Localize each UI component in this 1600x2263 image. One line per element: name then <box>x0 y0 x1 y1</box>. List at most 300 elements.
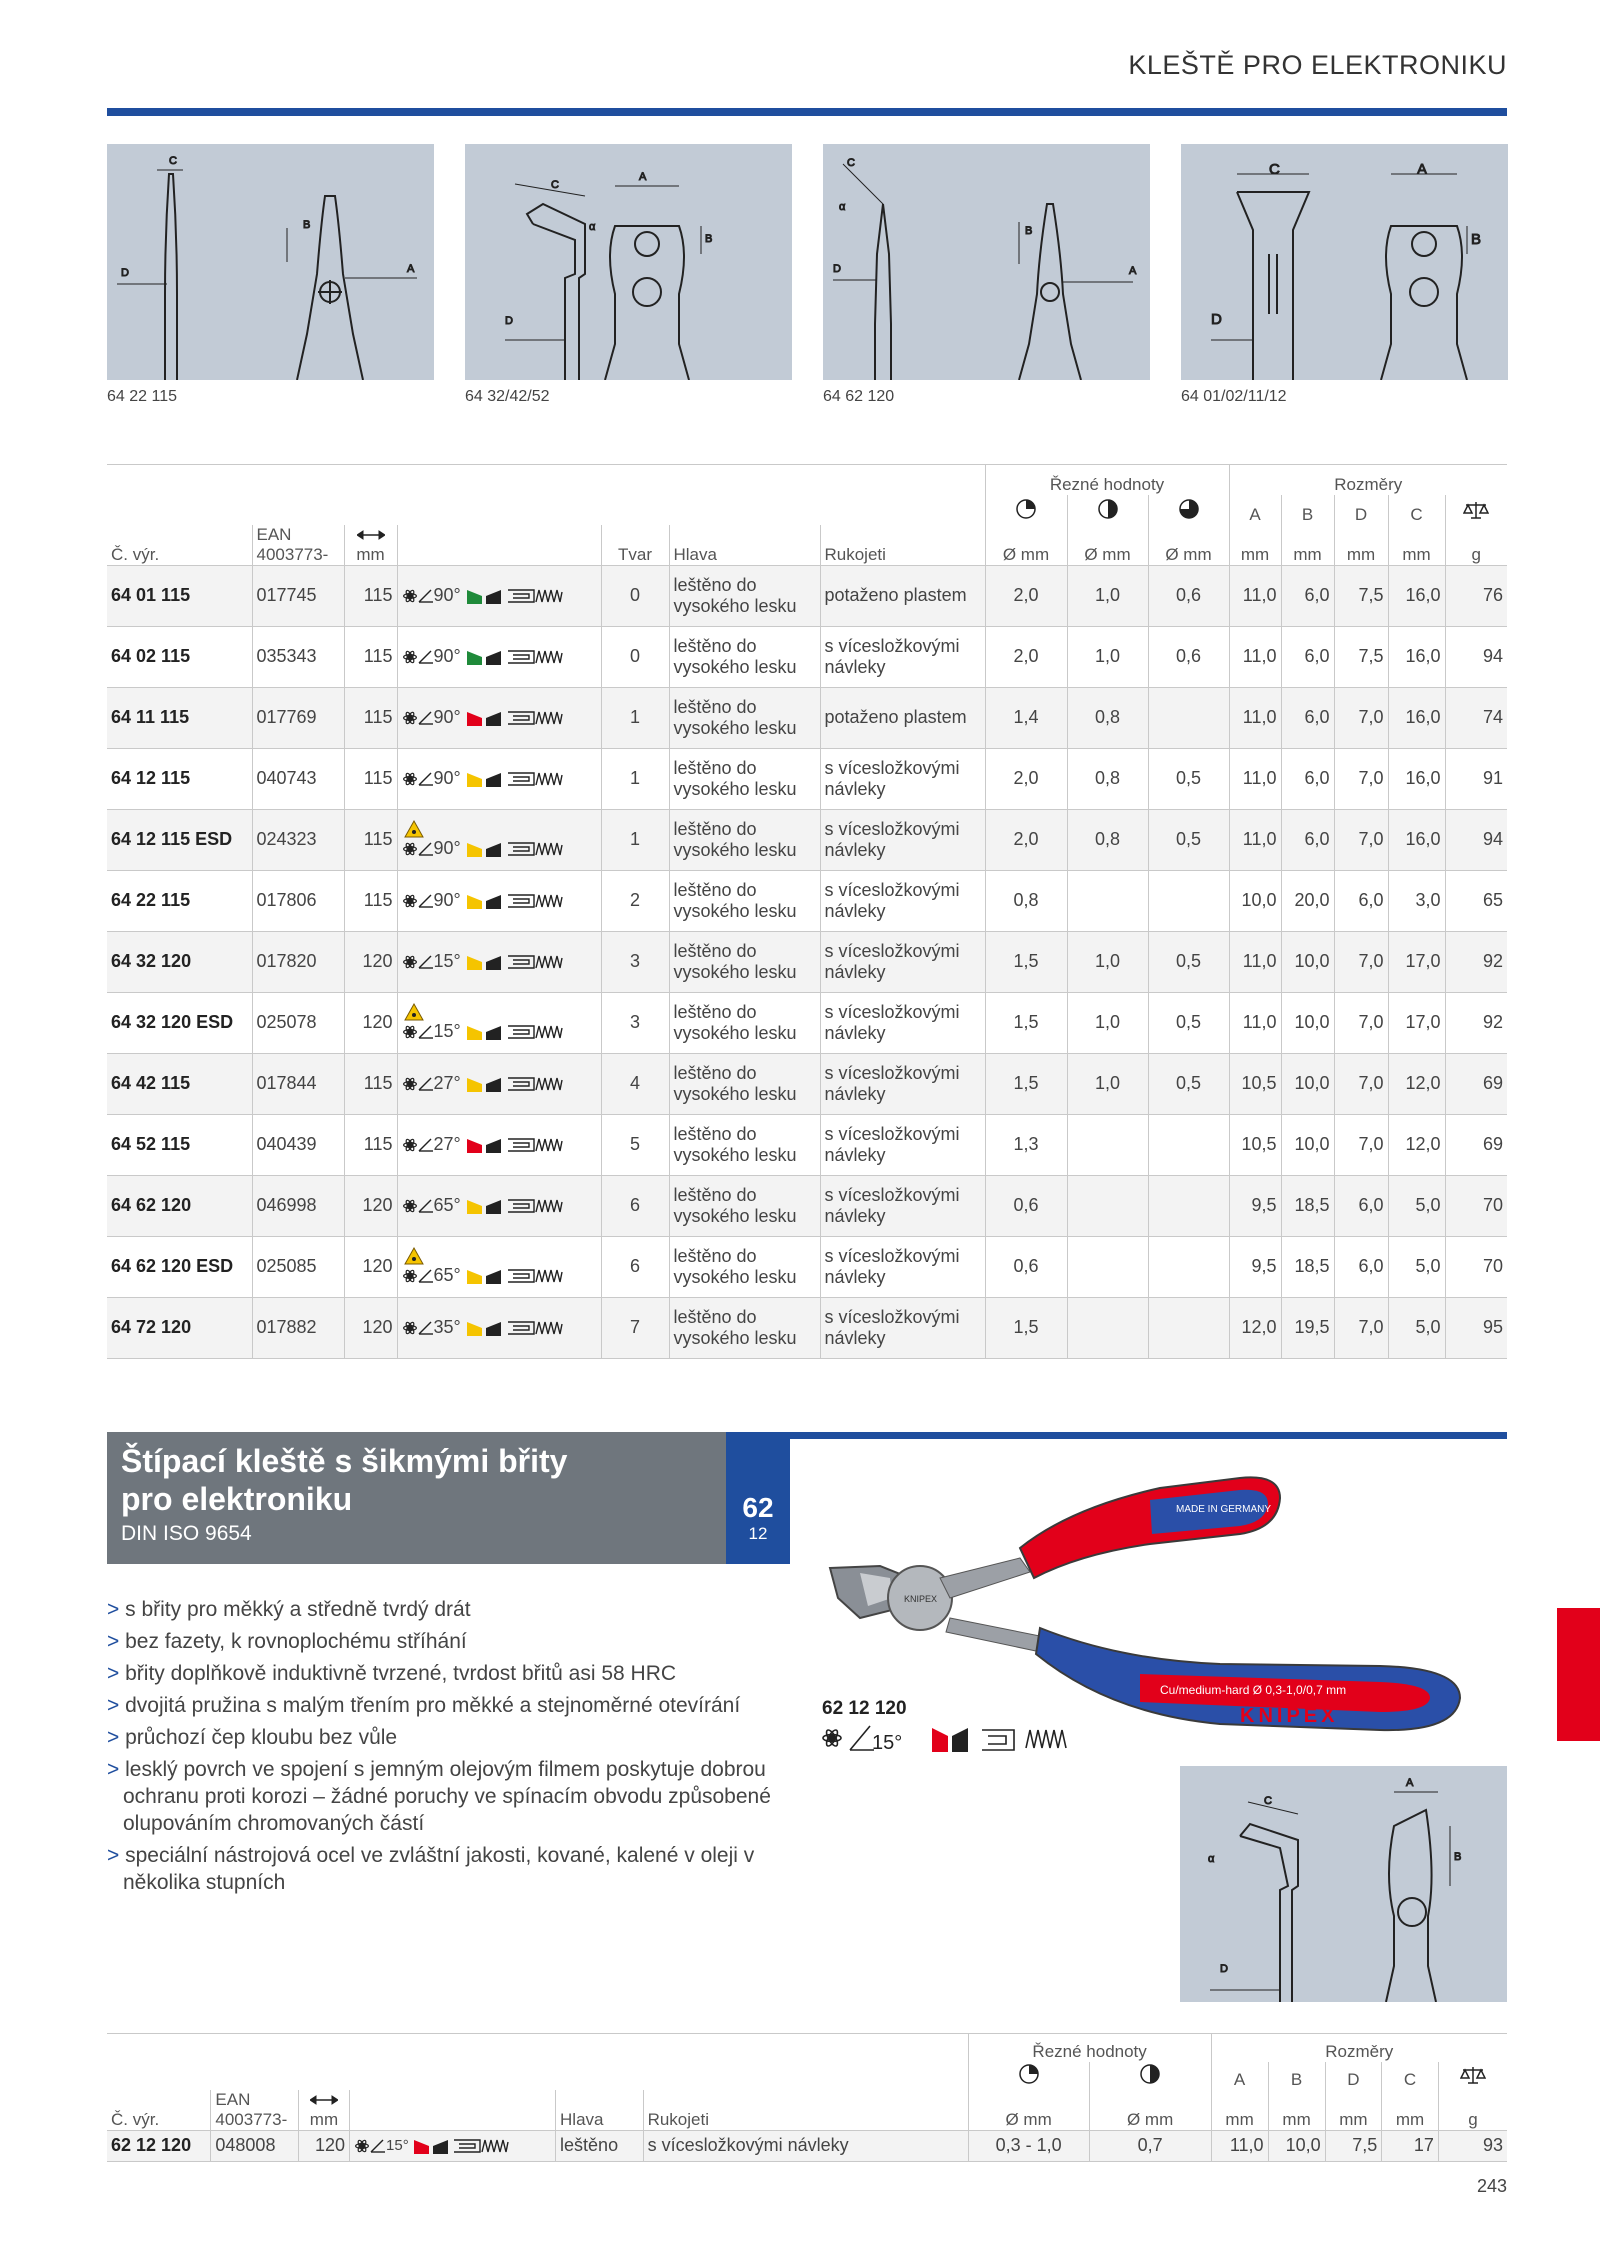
cell-head: leštěno do vysokého lesku <box>669 565 820 626</box>
cell-ean: 017769 <box>252 687 344 748</box>
cell-dim-c: 17,0 <box>1388 931 1445 992</box>
cell-cut-medium: 1,0 <box>1067 931 1148 992</box>
svg-text:C: C <box>847 157 855 169</box>
atom-icon <box>402 1076 418 1092</box>
group-dimensions: Rozměry <box>1229 465 1507 495</box>
cell-weight: 94 <box>1482 646 1503 666</box>
svg-text:B: B <box>1454 1851 1462 1863</box>
cell-cut-hard <box>1148 1236 1229 1297</box>
cell-length: 115 <box>344 687 397 748</box>
section-number: 62 <box>742 1492 774 1523</box>
grip-icon <box>535 710 563 726</box>
atom-icon <box>402 1320 418 1336</box>
cell-dim-b: 18,5 <box>1281 1236 1334 1297</box>
bullet-arrow-icon: > <box>107 1662 126 1685</box>
cut-soft-icon <box>968 2062 1089 2090</box>
svg-text:D: D <box>1220 1963 1228 1975</box>
cell-head: leštěno do vysokého lesku <box>669 931 820 992</box>
angle-value: 65° <box>433 1195 461 1215</box>
cell-art: 64 32 120 ESD <box>107 992 252 1053</box>
spring-icon <box>507 1198 535 1214</box>
cell-dim-c: 5,0 <box>1388 1297 1445 1358</box>
col-ean: EAN 4003773- <box>252 525 344 566</box>
cell-symbols <box>397 1297 601 1358</box>
cell-dim-b: 6,0 <box>1281 565 1334 626</box>
cell-symbols <box>397 1175 601 1236</box>
svg-text:A: A <box>407 263 415 275</box>
cell-handles: s vícesložkovými návleky <box>820 748 985 809</box>
table-row <box>107 992 1507 1053</box>
cell-head: leštěno do vysokého lesku <box>669 1114 820 1175</box>
grip-icon <box>535 649 563 665</box>
cell-dim-c: 5,0 <box>1388 1175 1445 1236</box>
cell-symbols <box>397 870 601 931</box>
angle-icon <box>418 1025 434 1039</box>
table-row <box>107 1053 1507 1114</box>
cell-cut-medium: 1,0 <box>1067 626 1148 687</box>
cell-head: leštěno do vysokého lesku <box>669 870 820 931</box>
cell-dim-a: 10,0 <box>1229 870 1281 931</box>
cell-handles: s vícesložkovými návleky <box>820 809 985 870</box>
esd-icon <box>404 1247 424 1265</box>
cell-cut-hard <box>1148 870 1229 931</box>
cell-handles: s vícesložkovými návleky <box>820 992 985 1053</box>
grip-icon <box>1026 1730 1066 1748</box>
cell-symbols <box>397 931 601 992</box>
svg-text:A: A <box>1406 1777 1414 1789</box>
cell-shape: 1 <box>601 748 669 809</box>
product-angle: 15° <box>872 1732 903 1754</box>
atom-icon <box>402 893 418 909</box>
cell-shape: 0 <box>601 565 669 626</box>
cell-dim-a: 10,5 <box>1229 1053 1281 1114</box>
atom-icon <box>402 1268 418 1284</box>
cell-dim-b: 10,0 <box>1281 1053 1334 1114</box>
head-shape-icon <box>466 1137 502 1153</box>
angle-icon <box>418 894 434 908</box>
grip-icon <box>535 893 563 909</box>
cell-symbols <box>397 1236 601 1297</box>
page-number: 243 <box>1476 2176 1507 2196</box>
cell-cut-medium: 1,0 <box>1067 565 1148 626</box>
section-number-box <box>726 1432 790 1564</box>
cell-shape: 5 <box>601 1114 669 1175</box>
cell-cut-hard: 0,5 <box>1148 809 1229 870</box>
cell-symbols <box>397 992 601 1053</box>
section-title-line2: pro elektroniku <box>121 1481 353 1517</box>
diagram-caption: 64 01/02/11/12 <box>1181 388 1287 405</box>
cell-cut-soft: 2,0 <box>985 748 1067 809</box>
table-row <box>107 565 1507 626</box>
cell-cut-medium <box>1067 1114 1148 1175</box>
cell-cut-medium <box>1067 870 1148 931</box>
cell-shape: 6 <box>601 1175 669 1236</box>
atom-icon <box>402 841 418 857</box>
diagram-caption: 64 22 115 <box>107 388 177 405</box>
head-shape-icon <box>466 710 502 726</box>
cell-cut-soft: 0,6 <box>985 1236 1067 1297</box>
diagram-62-12-120 <box>1180 1766 1507 2002</box>
head-shape-icon <box>466 1076 502 1092</box>
grip-icon <box>535 1076 563 1092</box>
cell-symbols <box>397 687 601 748</box>
cell-length: 120 <box>344 931 397 992</box>
angle-value: 90° <box>433 646 461 666</box>
table-row: 62 12 120 048008 120 15° leštěno s vícesložkovými návleky 0,3 - 1,0 0,7 11,0 10,0 7,5 17 93 <box>107 2130 1507 2161</box>
cell-dim-c: 16,0 <box>1388 565 1445 626</box>
cell-dim-b: 20,0 <box>1281 870 1334 931</box>
brand-print: KNIPEX <box>1240 1705 1339 1727</box>
cell-weight: 76 <box>1482 585 1503 605</box>
cell-dim-d: 7,5 <box>1334 626 1388 687</box>
cell-weight: 94 <box>1482 829 1503 849</box>
length-arrow-icon <box>357 530 385 540</box>
cell-cut-medium: 1,0 <box>1067 1053 1148 1114</box>
cell-handles: s vícesložkovými návleky <box>820 931 985 992</box>
atom-icon <box>402 588 418 604</box>
spring-icon <box>507 954 535 970</box>
cell-dim-a: 10,5 <box>1229 1114 1281 1175</box>
angle-icon <box>418 1077 434 1091</box>
col-shape: Tvar <box>601 525 669 566</box>
atom-icon <box>402 771 418 787</box>
head-brand-print: KNIPEX <box>904 1594 938 1604</box>
svg-text:D: D <box>1211 311 1222 328</box>
spring-icon <box>507 1024 535 1040</box>
angle-icon <box>418 1269 434 1283</box>
cell-dim-b: 10,0 <box>1281 931 1334 992</box>
table-row <box>107 1236 1507 1297</box>
svg-text:B: B <box>1471 231 1482 248</box>
col-length: mm <box>344 525 397 566</box>
weight-icon <box>1438 2062 1507 2090</box>
svg-text:C: C <box>1264 1795 1272 1807</box>
cell-weight: 65 <box>1482 890 1503 910</box>
cut-hard-icon <box>1148 495 1229 525</box>
cell-cut-soft: 0,8 <box>985 870 1067 931</box>
cell-weight: 91 <box>1482 768 1503 788</box>
cell-length: 120 <box>344 1297 397 1358</box>
cell-cut-medium <box>1067 1175 1148 1236</box>
cell-dim-a: 12,0 <box>1229 1297 1281 1358</box>
pliers-illustration <box>820 1448 1500 1738</box>
cell-shape: 7 <box>601 1297 669 1358</box>
head-shape-icon <box>466 649 502 665</box>
cell-cut-hard <box>1148 1297 1229 1358</box>
length-arrow-icon <box>310 2095 338 2105</box>
plier-diagram-flush <box>1181 144 1508 380</box>
cell-shape: 2 <box>601 870 669 931</box>
plier-diagram-pointed <box>107 144 434 380</box>
cell-dim-d: 7,0 <box>1334 1053 1388 1114</box>
cell-weight: 70 <box>1482 1256 1503 1276</box>
grip-icon <box>481 2138 509 2154</box>
atom-icon <box>354 2138 370 2154</box>
cell-symbols <box>397 1114 601 1175</box>
col-article: Č. výr. <box>107 525 252 566</box>
cell-dim-b: 19,5 <box>1281 1297 1334 1358</box>
spring-icon <box>982 1730 1014 1750</box>
cell-length: 115 <box>344 565 397 626</box>
svg-text:D: D <box>121 267 129 279</box>
cell-cut-soft: 0,6 <box>985 1175 1067 1236</box>
cell-ean: 017745 <box>252 565 344 626</box>
product-table-64: Řezné hodnoty Rozměry A B D C Č. výr. EAN 4003773- mm Tvar Hlava Rukojeti Ø mm Ø mm Ø mm mm mm mm mm g 64 01 115 017745 115 90° 0 leštěno do vysokého lesku potaženo plastem 2,0 1,0 0,6 11,0 6,0 7,5 16,0 76 64 02 115 035343 115 90° 0 leštěno do vysokého lesku s vícesložkovými návleky 2,0 1,0 0,6 11,0 6,0 7,5 16,0 94 64 11 115 017769 115 90° 1 leštěno do vysokého lesku potaženo plastem 1,4 0,8 11,0 6,0 7,0 16,0 74 64 12 115 040743 115 90° 1 leštěno do vysokého lesku s vícesložkovými návleky 2,0 0,8 0,5 11,0 6,0 7,0 16,0 91 64 12 115 ESD 024323 115 90° 1 leštěno do vysokého lesku s vícesložkovými návleky 2,0 0,8 0,5 11,0 6,0 7,0 16,0 94 64 22 115 017806 115 90° 2 leštěno do vysokého lesku s vícesložkovými návleky 0,8 10,0 20,0 6,0 3,0 65 64 32 120 017820 120 15° 3 leštěno do vysokého lesku s vícesložkovými návleky 1,5 1,0 0,5 11,0 10,0 7,0 17,0 92 64 32 120 ESD 025078 120 15° 3 leštěno do vysokého lesku s vícesložkovými návleky 1,5 1,0 0,5 11,0 10,0 7,0 17,0 92 64 42 115 017844 115 27° 4 leštěno do vysokého lesku s vícesložkovými návleky 1,5 1,0 0,5 10,5 10,0 7,0 12,0 69 64 52 115 040439 115 27° 5 leštěno do vysokého lesku s vícesložkovými návleky 1,3 10,5 10,0 7,0 12,0 69 64 62 120 046998 120 65° 6 leštěno do vysokého lesku s vícesložkovými návleky 0,6 9,5 18,5 6,0 5,0 70 64 62 120 ESD 025085 120 65° 6 leštěno do vysokého lesku s vícesložkovými návleky 0,6 9,5 18,5 6,0 5,0 70 64 72 120 017882 120 35° 7 leštěno do vysokého lesku s vícesložkovými návleky 1,5 12,0 19,5 7,0 5,0 95 <box>107 464 1507 1359</box>
atom-icon <box>402 1198 418 1214</box>
svg-text:A: A <box>1417 161 1428 178</box>
bullet-arrow-icon: > <box>107 1726 126 1749</box>
grip-icon <box>535 954 563 970</box>
atom-icon <box>402 1024 418 1040</box>
svg-text:α: α <box>1208 1853 1215 1865</box>
product-photo <box>820 1448 1500 1738</box>
cut-soft-icon <box>985 495 1067 525</box>
cell-art: 64 62 120 <box>107 1175 252 1236</box>
cell-dim-d: 7,0 <box>1334 748 1388 809</box>
head-shape-icon <box>466 954 502 970</box>
esd-icon <box>404 820 424 838</box>
spring-icon <box>507 1137 535 1153</box>
cell-length: 120 <box>344 1175 397 1236</box>
angle-icon <box>418 1199 434 1213</box>
table-row <box>107 748 1507 809</box>
svg-text:C: C <box>169 155 177 167</box>
table-row <box>107 931 1507 992</box>
angle-value: 90° <box>433 890 461 910</box>
angle-icon <box>418 772 434 786</box>
cell-dim-c: 16,0 <box>1388 687 1445 748</box>
cell-length: 115 <box>344 748 397 809</box>
head-shape-icon <box>466 771 502 787</box>
head-shape-icon <box>466 588 502 604</box>
cell-dim-d: 7,5 <box>1334 565 1388 626</box>
cell-art: 64 42 115 <box>107 1053 252 1114</box>
cell-art: 64 02 115 <box>107 626 252 687</box>
section-standard: DIN ISO 9654 <box>121 1522 252 1545</box>
cell-handles: s vícesložkovými návleky <box>820 1114 985 1175</box>
cell-cut-hard <box>1148 1114 1229 1175</box>
svg-text:A: A <box>1129 265 1137 277</box>
cell-dim-d: 7,0 <box>1334 809 1388 870</box>
table-row <box>107 1175 1507 1236</box>
cell-dim-d: 7,0 <box>1334 1297 1388 1358</box>
cell-cut-hard: 0,5 <box>1148 992 1229 1053</box>
cell-shape: 1 <box>601 809 669 870</box>
group-cutting-values: Řezné hodnoty <box>968 2034 1211 2062</box>
cell-cut-medium <box>1067 1236 1148 1297</box>
bullet-arrow-icon: > <box>107 1598 126 1621</box>
spring-icon <box>507 1320 535 1336</box>
plier-diagram-angled <box>465 144 792 380</box>
handle-model-print: 62 12 120 <box>1150 1466 1208 1481</box>
bullet-arrow-icon: > <box>107 1694 126 1717</box>
cell-handles: s vícesložkovými návleky <box>820 626 985 687</box>
symbols <box>350 2130 556 2161</box>
cell-dim-d: 6,0 <box>1334 870 1388 931</box>
col-handles: Rukojeti <box>820 525 985 566</box>
cell-dim-d: 7,0 <box>1334 992 1388 1053</box>
product-symbols <box>822 1722 1082 1759</box>
cell-handles: potaženo plastem <box>820 565 985 626</box>
spring-icon <box>507 841 535 857</box>
cell-ean: 017820 <box>252 931 344 992</box>
group-cutting-values: Řezné hodnoty <box>985 465 1229 495</box>
spring-icon <box>453 2138 481 2154</box>
cell-dim-b: 6,0 <box>1281 809 1334 870</box>
grip-icon <box>535 588 563 604</box>
svg-text:B: B <box>1025 225 1033 237</box>
grip-icon <box>535 1320 563 1336</box>
cell-ean: 017806 <box>252 870 344 931</box>
cell-head: leštěno do vysokého lesku <box>669 626 820 687</box>
angle-icon <box>418 711 434 725</box>
cell-art: 64 22 115 <box>107 870 252 931</box>
product-code-block <box>822 1698 1082 1759</box>
cell-art: 64 12 115 <box>107 748 252 809</box>
weight-icon <box>1445 495 1507 525</box>
handle-spec-print: Cu/medium-hard Ø 0,3-1,0/0,7 mm <box>1160 1683 1347 1697</box>
cell-cut-soft: 1,5 <box>985 992 1067 1053</box>
table-row <box>107 687 1507 748</box>
diagram-caption: 64 32/42/52 <box>465 388 550 405</box>
product-table-62: Řezné hodnoty Rozměry A B D C Č. výr. EAN 4003773- mm Hlava Rukojeti Ø mm Ø mm mm mm mm mm g 62 12 120 048008 120 15° leštěno s vícesložkovými návleky 0,3 - 1,0 0,7 11,0 10,0 7,5 17 93 <box>107 2033 1507 2162</box>
section-rule <box>726 1432 1507 1439</box>
cell-dim-c: 16,0 <box>1388 626 1445 687</box>
cell-length: 120 <box>344 1236 397 1297</box>
head-shape-icon <box>466 1024 502 1040</box>
cell-dim-a: 11,0 <box>1229 931 1281 992</box>
angle-icon <box>418 589 434 603</box>
cell-shape: 1 <box>601 687 669 748</box>
head-shape-icon <box>466 1320 502 1336</box>
cell-ean: 035343 <box>252 626 344 687</box>
cell-ean: 025078 <box>252 992 344 1053</box>
cell-cut-soft: 1,5 <box>985 1053 1067 1114</box>
cell-handles: s vícesložkovými návleky <box>820 1236 985 1297</box>
cell-head: leštěno do vysokého lesku <box>669 1297 820 1358</box>
cell-ean: 025085 <box>252 1236 344 1297</box>
angle-icon <box>418 1138 434 1152</box>
angle-value: 15° <box>386 2136 409 2154</box>
cell-dim-d: 6,0 <box>1334 1236 1388 1297</box>
cell-art: 64 12 115 ESD <box>107 809 252 870</box>
cell-head: leštěno do vysokého lesku <box>669 1175 820 1236</box>
cut-medium-icon <box>1089 2062 1211 2090</box>
table-row <box>107 1114 1507 1175</box>
cell-head: leštěno do vysokého lesku <box>669 1236 820 1297</box>
cell-cut-hard: 0,6 <box>1148 626 1229 687</box>
cell-cut-medium <box>1067 1297 1148 1358</box>
group-dimensions: Rozměry <box>1211 2034 1507 2062</box>
svg-text:α: α <box>589 221 596 233</box>
cell-length: 120 <box>344 992 397 1053</box>
cell-dim-b: 6,0 <box>1281 687 1334 748</box>
cell-dim-b: 10,0 <box>1281 1114 1334 1175</box>
plier-diagram-oblique <box>823 144 1150 380</box>
cell-cut-soft: 1,5 <box>985 931 1067 992</box>
cell-shape: 0 <box>601 626 669 687</box>
cell-head: leštěno do vysokého lesku <box>669 809 820 870</box>
feature-item: > s břity pro měkký a středně tvrdý drát <box>107 1598 471 1621</box>
cell-dim-d: 6,0 <box>1334 1175 1388 1236</box>
angle-value: 65° <box>433 1265 461 1285</box>
cell-dim-a: 11,0 <box>1229 992 1281 1053</box>
cell-dim-d: 7,0 <box>1334 1114 1388 1175</box>
cell-head: leštěno do vysokého lesku <box>669 1053 820 1114</box>
spring-icon <box>507 1268 535 1284</box>
cell-cut-soft: 2,0 <box>985 809 1067 870</box>
feature-item: > průchozí čep kloubu bez vůle <box>107 1726 398 1749</box>
angle-value: 15° <box>433 1021 461 1041</box>
angle-value: 35° <box>433 1317 461 1337</box>
angle-icon <box>418 955 434 969</box>
cell-shape: 4 <box>601 1053 669 1114</box>
cell-weight: 69 <box>1482 1134 1503 1154</box>
cell-ean: 040743 <box>252 748 344 809</box>
cell-art: 64 52 115 <box>107 1114 252 1175</box>
grip-icon <box>535 1198 563 1214</box>
page-title: KLEŠTĚ PRO ELEKTRONIKU <box>1128 50 1507 80</box>
head-shape-icon <box>466 893 502 909</box>
bullet-arrow-icon: > <box>107 1630 126 1653</box>
cell-shape: 3 <box>601 931 669 992</box>
head-shape-icon <box>466 841 502 857</box>
spring-icon <box>507 588 535 604</box>
grip-icon <box>535 1024 563 1040</box>
cell-head: leštěno do vysokého lesku <box>669 992 820 1053</box>
cell-dim-b: 18,5 <box>1281 1175 1334 1236</box>
cut-medium-icon <box>1067 495 1148 525</box>
spring-icon <box>507 1076 535 1092</box>
cell-symbols <box>397 626 601 687</box>
angle-value: 15° <box>433 951 461 971</box>
svg-text:D: D <box>505 315 513 327</box>
atom-icon <box>402 954 418 970</box>
cell-handles: potaženo plastem <box>820 687 985 748</box>
cell-dim-b: 10,0 <box>1281 992 1334 1053</box>
section-title-line1: Štípací kleště s šikmými břity <box>121 1443 568 1479</box>
cell-cut-hard <box>1148 1175 1229 1236</box>
cell-shape: 6 <box>601 1236 669 1297</box>
cell-art: 64 72 120 <box>107 1297 252 1358</box>
cell-ean: 040439 <box>252 1114 344 1175</box>
cell-dim-c: 17,0 <box>1388 992 1445 1053</box>
feature-item: > břity doplňkově induktivně tvrzené, tvrdost břitů asi 58 HRC <box>107 1662 677 1685</box>
table-row <box>107 1297 1507 1358</box>
feature-list <box>107 1596 787 1901</box>
cell-art: 64 62 120 ESD <box>107 1236 252 1297</box>
bullet-arrow-icon: > <box>107 1758 126 1781</box>
cell-length: 115 <box>344 1114 397 1175</box>
feature-item: > bez fazety, k rovnoplochému stříhání <box>107 1630 467 1653</box>
feature-item: > lesklý povrch ve spojení s jemným olejovým filmem poskytuje dobrou ochranu proti korozi – žádné poruchy ve spínacím obvodu způsobené olupováním chromovaných částí <box>107 1758 771 1835</box>
angle-icon <box>418 650 434 664</box>
cell-symbols <box>397 1053 601 1114</box>
esd-icon <box>404 1003 424 1021</box>
grip-icon <box>535 1268 563 1284</box>
svg-text:A: A <box>639 171 647 183</box>
grip-icon <box>535 841 563 857</box>
svg-text:D: D <box>833 263 841 275</box>
angle-value: 27° <box>433 1134 461 1154</box>
cell-ean: 024323 <box>252 809 344 870</box>
svg-text:C: C <box>1269 161 1280 178</box>
cell-dim-c: 5,0 <box>1388 1236 1445 1297</box>
cell-cut-medium: 0,8 <box>1067 687 1148 748</box>
cell-ean: 046998 <box>252 1175 344 1236</box>
cell-head: leštěno do vysokého lesku <box>669 748 820 809</box>
made-in-print: MADE IN GERMANY <box>1176 1504 1272 1515</box>
